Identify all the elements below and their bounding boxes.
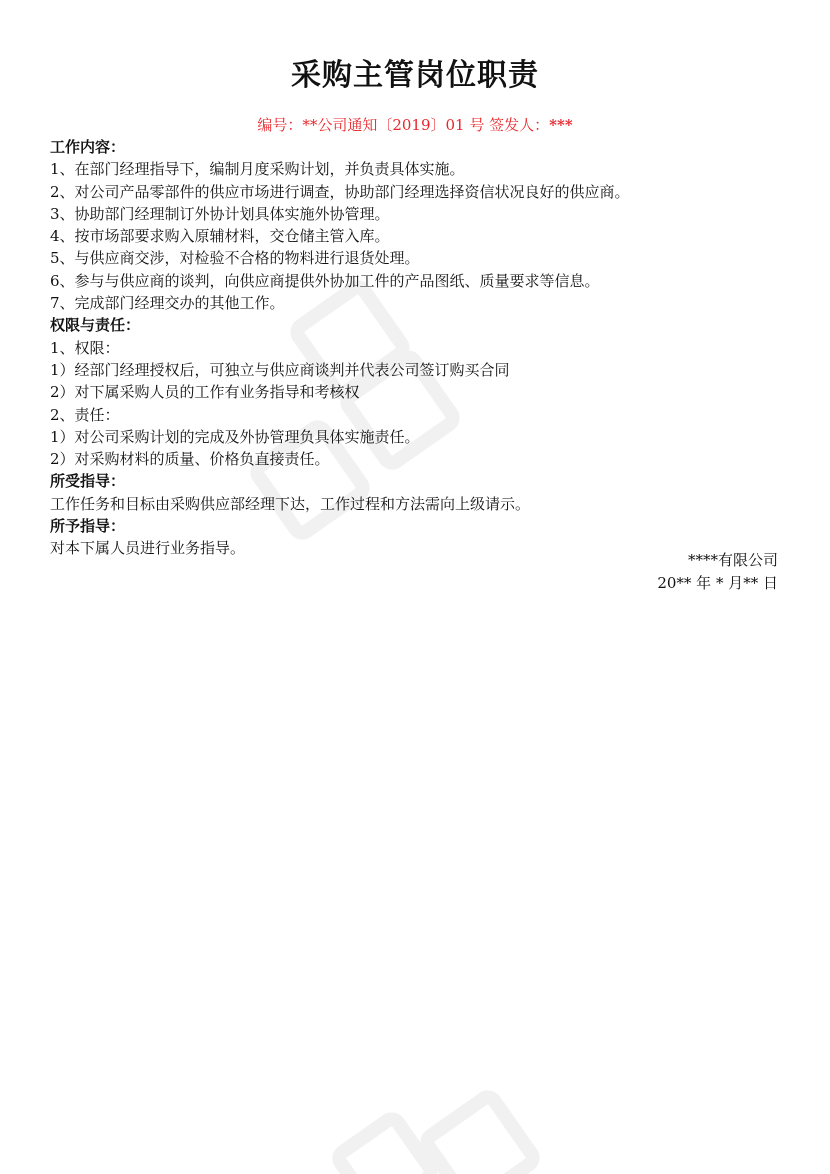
signature-date: 20** 年 * 月** 日 <box>657 573 778 592</box>
list-item: 1）经部门经理授权后，可独立与供应商谈判并代表公司签订购买合同 <box>50 360 510 379</box>
list-item: 6、参与与供应商的谈判，向供应商提供外协加工件的产品图纸、质量要求等信息。 <box>50 271 600 290</box>
signature-block <box>657 549 778 594</box>
list-item: 7、完成部门经理交办的其他工作。 <box>50 294 285 313</box>
section-heading-authority: 权限与责任： <box>50 316 141 335</box>
list-item: 2、责任： <box>50 405 120 424</box>
list-item: 1）对公司采购计划的完成及外协管理负具体实施责任。 <box>50 427 420 446</box>
document-number: 编号：**公司通知〔2019〕01 号 签发人： <box>257 116 550 134</box>
list-item: 1、在部门经理指导下，编制月度采购计划，并负责具体实施。 <box>50 160 465 179</box>
list-item: 对本下属人员进行业务指导。 <box>50 539 246 558</box>
signer-name: *** <box>549 116 573 134</box>
document-number-line <box>0 114 830 135</box>
list-item: 4、按市场部要求购入原辅材料，交仓储主管入库。 <box>50 227 390 246</box>
list-item: 2、对公司产品零部件的供应市场进行调查，协助部门经理选择资信状况良好的供应商。 <box>50 182 630 201</box>
list-item: 1、权限： <box>50 338 120 357</box>
document-title: 采购主管岗位职责 <box>291 58 539 93</box>
section-heading-given-guidance: 所予指导： <box>50 517 126 536</box>
list-item: 5、与供应商交涉，对检验不合格的物料进行退货处理。 <box>50 249 420 268</box>
document-body <box>50 136 790 560</box>
list-item: 2）对下属采购人员的工作有业务指导和考核权 <box>50 383 360 402</box>
company-name: ****有限公司 <box>687 551 778 569</box>
list-item: 工作任务和目标由采购供应部经理下达，工作过程和方法需向上级请示。 <box>50 494 531 513</box>
list-item: 3、协助部门经理制订外协计划具体实施外协管理。 <box>50 204 390 223</box>
section-heading-received-guidance: 所受指导： <box>50 472 126 491</box>
list-item: 2）对采购材料的质量、价格负直接责任。 <box>50 450 330 469</box>
section-heading-work-content: 工作内容： <box>50 138 126 156</box>
